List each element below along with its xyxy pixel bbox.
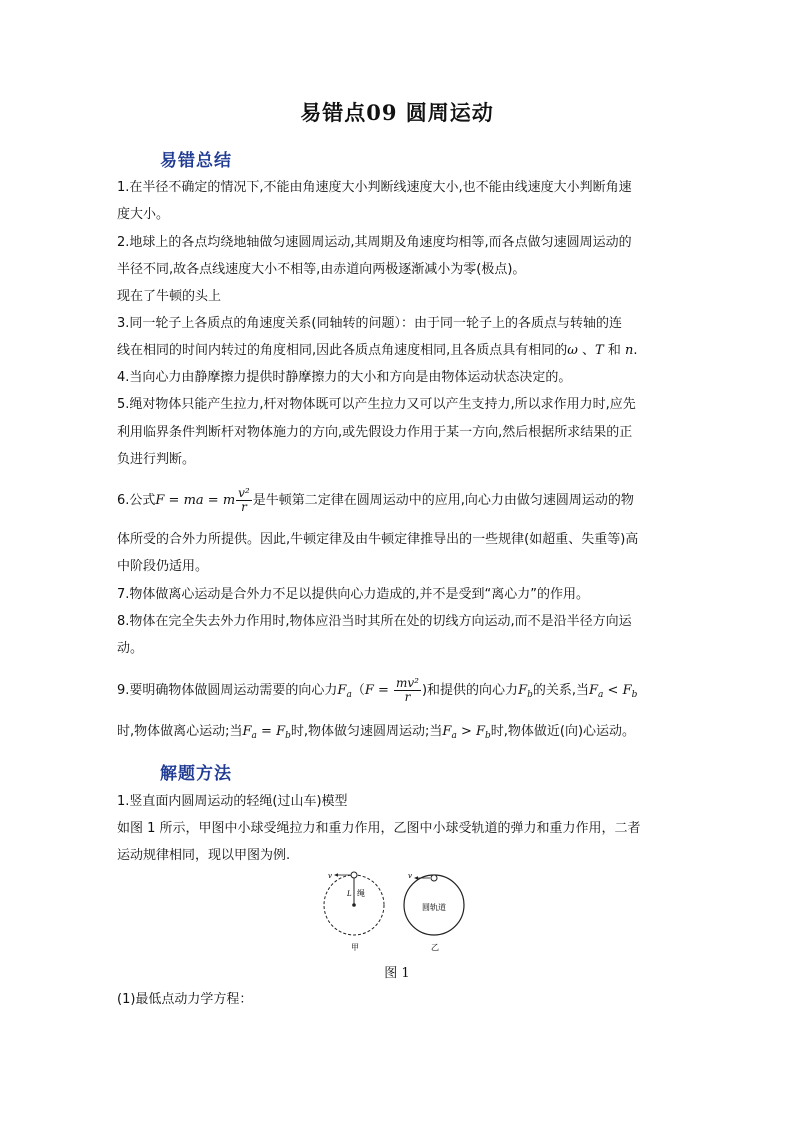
paren-open: （: [351, 683, 365, 698]
note-line: 现在了牛顿的头上: [117, 289, 222, 304]
force-a-subscript: a: [346, 690, 352, 700]
label-L: L: [347, 890, 352, 898]
item-8-line-1: 8.物体在完全失去外力作用时,物体应沿当时其所在处的切线方向运动,而不是沿半径方向运: [117, 614, 632, 629]
item-5-line-2: 利用临界条件判断杆对物体施力的方向,或先假设力作用于某一方向,然后根据所求结果的正: [117, 425, 633, 440]
period-symbol: T: [595, 343, 604, 358]
section-heading-method: 解题方法: [160, 764, 232, 784]
compare-left-sub: a: [598, 690, 604, 700]
compare-op: <: [603, 683, 623, 698]
figure-caption: 图 1: [384, 966, 410, 981]
separator: 、: [577, 343, 596, 358]
item-3-line-2: [117, 343, 637, 359]
fraction-numerator: mv²: [396, 676, 419, 690]
method-line-3: 运动规律相同，现以甲图为例.: [117, 848, 291, 863]
ball-right: [431, 875, 437, 881]
eq-left-sub: a: [251, 731, 257, 741]
method-line-2: 如图 1 所示，甲图中小球受绳拉力和重力作用，乙图中小球受轨道的弹力和重力作用，二者: [117, 821, 641, 836]
item-9-prefix: 9.要明确物体做圆周运动需要的向心力: [117, 683, 338, 698]
method-line-4: (1)最低点动力学方程：: [117, 992, 253, 1007]
item-6-line-2: 体所受的合外力所提供。因此,牛顿定律及由牛顿定律推导出的一些规律(如超重、失重等)高: [117, 532, 639, 547]
item-1-line-2: 度大小。: [117, 207, 170, 222]
arrowhead-right: [414, 876, 418, 880]
period-mark: .: [633, 343, 638, 358]
caption-left: 甲: [351, 943, 359, 952]
item-3-text: 线在相同的时间内转过的角度相同,因此各质点角速度相同,且各质点具有相同的: [117, 343, 568, 358]
force-b: F: [518, 683, 528, 698]
gt-right: F: [475, 724, 486, 739]
figure-1: [320, 870, 470, 959]
speed-symbol: n: [624, 343, 634, 358]
paren-close-text: )和提供的向心力: [421, 683, 519, 698]
item-9-line-2: [117, 724, 635, 744]
fraction-denominator: r: [241, 500, 247, 514]
item-7-line: 7.物体做离心运动是合外力不足以提供向心力造成的,并不是受到“离心力”的作用。: [117, 587, 590, 602]
item-6-prefix: 6.公式: [117, 493, 156, 508]
compare-right-sub: b: [631, 690, 638, 700]
arrowhead-left: [334, 873, 338, 877]
compare-left: F: [589, 683, 599, 698]
ball-left: [351, 872, 357, 878]
formula-f: F =: [364, 683, 394, 698]
eq-op: =: [256, 724, 277, 739]
gt-left-sub: a: [451, 731, 457, 741]
gt-right-sub: b: [485, 731, 491, 741]
force-b-subscript: b: [527, 690, 533, 700]
item-9b-prefix: 时,物体做离心运动;当: [117, 724, 243, 739]
label-v-right: v: [408, 872, 412, 880]
item-9b-middle: 时,物体做匀速圆周运动;当: [290, 724, 443, 739]
gt-left: F: [442, 724, 452, 739]
fraction-v2-over-r: [236, 487, 252, 514]
eq-right: F: [276, 724, 286, 739]
force-a: F: [337, 683, 347, 698]
figure-1-diagram: [320, 870, 470, 955]
item-6-text: 是牛顿第二定律在圆周运动中的应用,向心力由做匀速圆周运动的物: [252, 493, 634, 508]
item-6-line-1: [117, 484, 634, 518]
item-9b-end: 时,物体做近(向)心运动。: [490, 724, 636, 739]
item-2-line-2: 半径不同,故各点线速度大小不相等,由赤道向两极逐渐减小为零(极点)。: [117, 262, 526, 277]
item-9-line-1: [117, 674, 637, 712]
eq-right-sub: b: [285, 731, 291, 741]
item-1-line-1: 1.在半径不确定的情况下,不能由角速度大小判断线速度大小,也不能由线速度大小判断角速: [117, 180, 632, 195]
method-line-1: 1.竖直面内圆周运动的轻绳(过山车)模型: [117, 794, 348, 809]
item-4-line: 4.当向心力由静摩擦力提供时静摩擦力的大小和方向是由物体运动状态决定的。: [117, 370, 572, 385]
item-8-line-2: 动。: [117, 641, 144, 656]
and-text: 和: [603, 343, 625, 358]
formula-newton: F = ma = m: [155, 493, 236, 508]
item-5-line-1: 5.绳对物体只能产生拉力,杆对物体既可以产生拉力又可以产生支持力,所以求作用力时,应先: [117, 397, 636, 412]
omega-symbol: ω: [567, 343, 578, 358]
label-track: 圆轨道: [422, 903, 446, 912]
caption-right: 乙: [431, 943, 439, 952]
fraction-numerator: v²: [238, 486, 250, 500]
fraction-denominator: r: [404, 690, 411, 704]
label-rope: 绳: [357, 889, 365, 898]
compare-right: F: [622, 683, 632, 698]
item-2-line-1: 2.地球上的各点均绕地轴做匀速圆周运动,其周期及角速度均相等,而各点做匀速圆周运动的: [117, 235, 632, 250]
pivot-point: [352, 903, 356, 907]
item-3-line-1: 3.同一轮子上各质点的角速度关系(同轴转的问题）：由于同一轮子上的各质点与转轴的连: [117, 316, 622, 331]
eq-left: F: [242, 724, 252, 739]
relation-text: 的关系,当: [532, 683, 589, 698]
item-5-line-3: 负进行判断。: [117, 452, 196, 467]
section-heading-summary: 易错总结: [160, 151, 232, 171]
gt-op: >: [456, 724, 476, 739]
fraction-mv2-over-r: [394, 677, 421, 704]
page-title: 易错点09 圆周运动: [300, 100, 494, 125]
item-6-line-3: 中阶段仍适用。: [117, 559, 209, 574]
label-v-left: v: [328, 872, 332, 880]
